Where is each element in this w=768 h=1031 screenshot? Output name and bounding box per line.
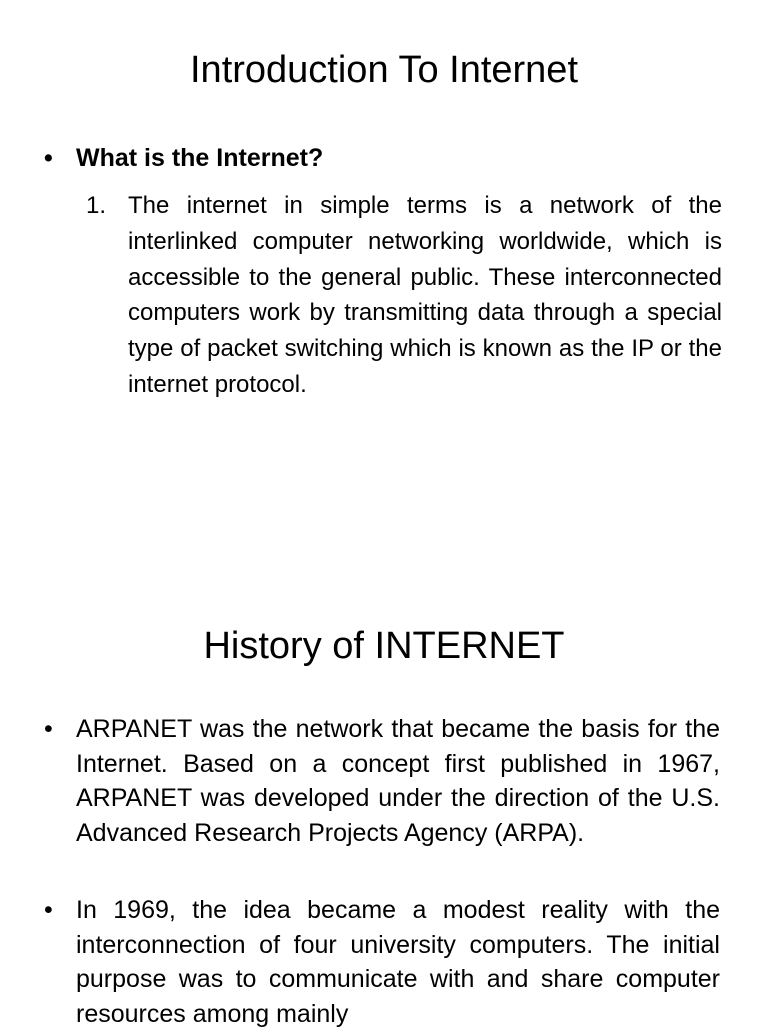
- bullet-text: In 1969, the idea became a modest reality with the interconnection of four university computers. The initial purpose was to communicate with and share computer resources among mainly: [76, 896, 720, 1028]
- bullet-icon: •: [44, 896, 53, 924]
- numbered-item: [86, 188, 722, 403]
- bullet-question: [44, 141, 720, 176]
- bullet-text: ARPANET was the network that became the basis for the Internet. Based on a concept first published in 1967, ARPANET was developed under the direction of the U.S. Advanced Research Projects Agency (ARPA).: [76, 715, 720, 847]
- slide-title: Introduction To Internet: [190, 49, 578, 91]
- item-text: The internet in simple terms is a network of the interlinked computer networking worldwide, which is accessible to the general public. These interconnected computers work by transmitting data through a special type of packet switching which is known as the IP or the internet protocol.: [128, 192, 722, 398]
- bullet-arpanet: [44, 712, 720, 850]
- bullet-1969: [44, 893, 720, 1031]
- item-number: 1.: [86, 192, 107, 219]
- question-text: What is the Internet?: [76, 144, 324, 172]
- slide-history: [0, 560, 768, 1028]
- bullet-icon: •: [44, 144, 53, 172]
- slide-title: History of INTERNET: [203, 625, 565, 667]
- bullet-icon: •: [44, 715, 53, 743]
